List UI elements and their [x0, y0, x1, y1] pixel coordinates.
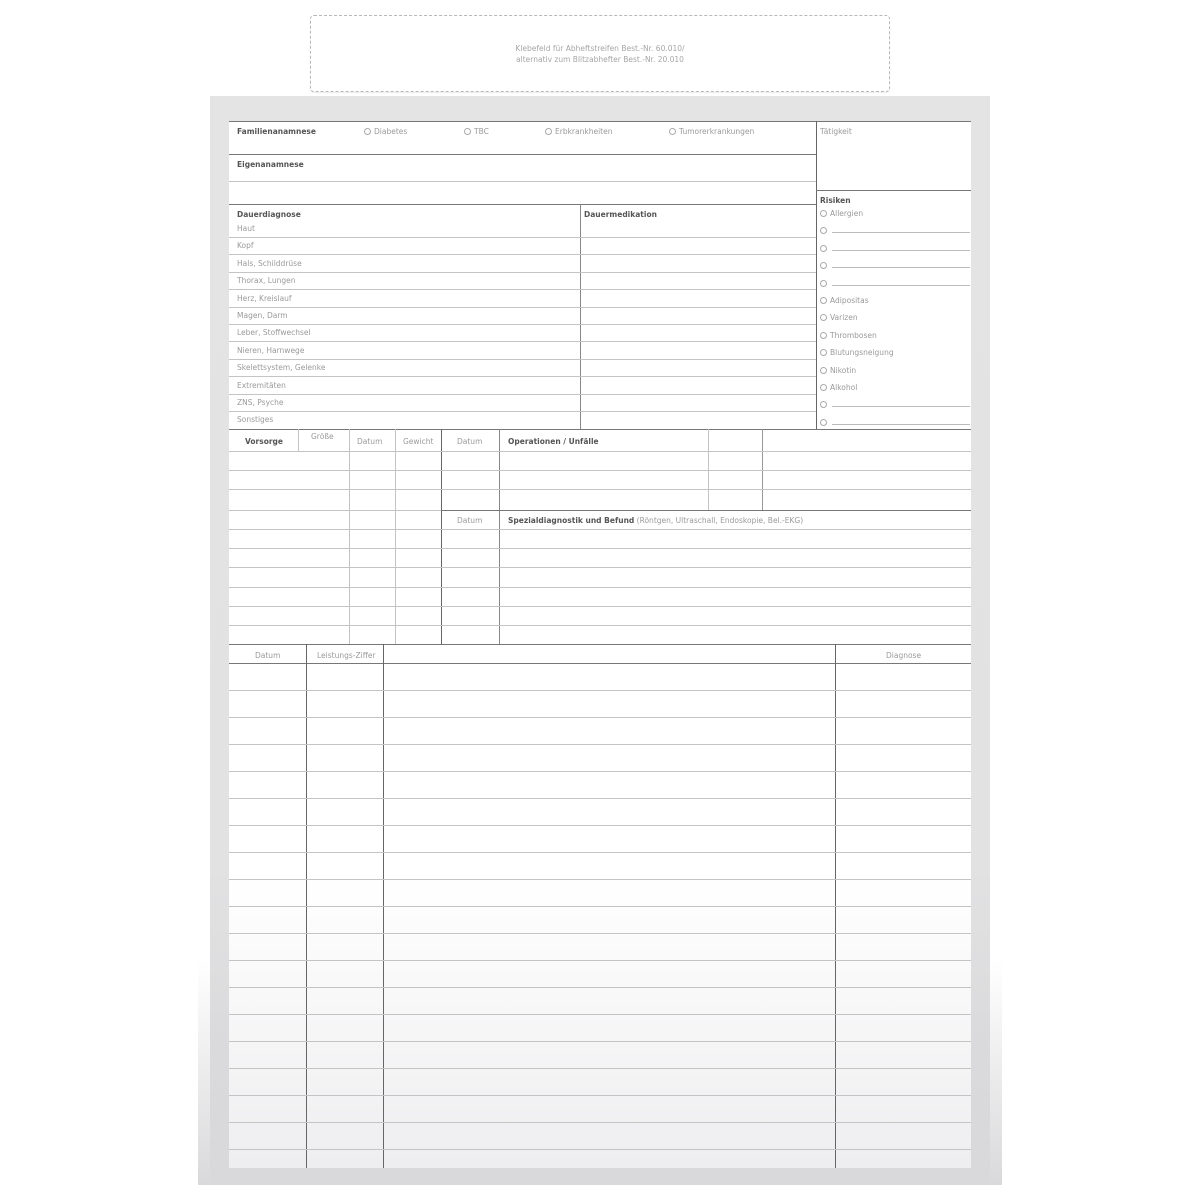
risk-item[interactable]: [820, 244, 970, 253]
vorsorge-header: Vorsorge: [245, 437, 284, 446]
divider: [229, 154, 816, 155]
radio-icon[interactable]: [669, 128, 676, 135]
radio-icon[interactable]: [820, 227, 827, 234]
blank-line[interactable]: [832, 418, 970, 425]
table-row-line[interactable]: [229, 548, 971, 549]
radio-icon[interactable]: [820, 314, 827, 321]
blank-line[interactable]: [832, 261, 970, 268]
radio-icon[interactable]: [820, 367, 827, 374]
diagnose-header: Diagnose: [886, 651, 922, 660]
radio-icon[interactable]: [820, 210, 827, 217]
radio-icon[interactable]: [820, 245, 827, 252]
divider: [395, 429, 396, 644]
table-row-line[interactable]: [229, 744, 971, 745]
blank-line[interactable]: [832, 226, 970, 233]
gewicht-header: Gewicht: [403, 437, 434, 446]
diagnosis-row-label: Sonstiges: [237, 415, 274, 425]
table-row-line[interactable]: [229, 1068, 971, 1069]
taetigkeit-label: Tätigkeit: [820, 127, 852, 136]
diagnosis-row-label: Skelettsystem, Gelenke: [237, 363, 326, 373]
leistungsziffer-header: Leistungs-Ziffer: [317, 651, 376, 660]
risk-item[interactable]: Nikotin: [820, 366, 856, 375]
divider: [816, 121, 817, 429]
radio-icon[interactable]: [820, 262, 827, 269]
table-row-line[interactable]: [229, 606, 971, 607]
blank-line[interactable]: [832, 279, 970, 286]
diagnosis-row-label: Leber, Stoffwechsel: [237, 328, 311, 338]
table-row-line[interactable]: [229, 1149, 971, 1150]
diagnosis-row-label: ZNS, Psyche: [237, 398, 284, 407]
divider: [349, 429, 350, 644]
familienanamnese-label: Familienanamnese: [237, 127, 316, 136]
spezial-datum-header: Datum: [457, 516, 483, 525]
diagnosis-row-line[interactable]: [229, 411, 816, 412]
diagnosis-row-line[interactable]: [229, 237, 816, 238]
divider: [229, 663, 971, 664]
table-row-line[interactable]: [229, 798, 971, 799]
table-row-line[interactable]: [229, 852, 971, 853]
risk-item[interactable]: Varizen: [820, 313, 858, 322]
radio-icon[interactable]: [820, 280, 827, 287]
dauermedikation-label: Dauermedikation: [584, 210, 657, 219]
spezialdiagnostik-title: Spezialdiagnostik und Befund (Röntgen, Ultraschall, Endoskopie, Bel.-EKG): [508, 516, 804, 525]
table-row-line[interactable]: [229, 690, 971, 691]
diagnosis-row-line[interactable]: [229, 254, 816, 255]
diagnosis-row-line[interactable]: [229, 376, 816, 377]
table-row-line[interactable]: [229, 625, 971, 626]
leistungen-datum-header: Datum: [255, 651, 281, 660]
diagnosis-row-label: Extremitäten: [237, 380, 286, 390]
groesse-header: Größe: [311, 432, 334, 441]
eigenanamnese-line[interactable]: [229, 181, 816, 182]
table-row-line[interactable]: [229, 879, 971, 880]
family-option-diabetes[interactable]: Diabetes: [364, 127, 407, 136]
table-row-line[interactable]: [229, 825, 971, 826]
risk-item[interactable]: Allergien: [820, 209, 863, 218]
table-row-line[interactable]: [229, 771, 971, 772]
table-row-line[interactable]: [229, 1122, 971, 1123]
risk-item[interactable]: [820, 279, 970, 288]
table-row-line[interactable]: [229, 933, 971, 934]
diagnosis-row-line[interactable]: [229, 289, 816, 290]
radio-icon[interactable]: [820, 384, 827, 391]
diagnosis-row-line[interactable]: [229, 307, 816, 308]
table-row-line[interactable]: [229, 987, 971, 988]
divider: [499, 429, 500, 644]
diagnosis-row-label: Kopf: [237, 241, 254, 251]
risk-item[interactable]: Adipositas: [820, 296, 869, 305]
operationen-title: Operationen / Unfälle: [508, 437, 599, 446]
risk-item[interactable]: Thrombosen: [820, 331, 877, 340]
diagnosis-row-line[interactable]: [229, 341, 816, 342]
table-row-line[interactable]: [229, 587, 971, 588]
label-strip-line-2: alternativ zum Blitzabhefter Best.-Nr. 20.010: [516, 55, 684, 64]
risk-item[interactable]: Blutungsneigung: [820, 348, 894, 357]
diagnosis-row-label: Magen, Darm: [237, 311, 288, 320]
diagnosis-row-line[interactable]: [229, 324, 816, 325]
radio-icon[interactable]: [464, 128, 471, 135]
table-row-line[interactable]: [229, 1095, 971, 1096]
diagnosis-row-label: Haut: [237, 224, 255, 233]
dauerdiagnose-label: Dauerdiagnose: [237, 210, 301, 219]
radio-icon[interactable]: [545, 128, 552, 135]
table-row-line[interactable]: [229, 529, 971, 530]
radio-icon[interactable]: [820, 349, 827, 356]
diagnosis-row-label: Thorax, Lungen: [237, 276, 296, 286]
divider: [229, 204, 816, 205]
family-option-tumorerkrankungen[interactable]: Tumorerkrankungen: [669, 127, 754, 136]
divider: [229, 121, 971, 122]
divider: [816, 190, 971, 191]
radio-icon[interactable]: [364, 128, 371, 135]
operationen-datum-header: Datum: [457, 437, 483, 446]
radio-icon[interactable]: [820, 332, 827, 339]
table-row-line[interactable]: [229, 1014, 971, 1015]
table-row-line[interactable]: [229, 1041, 971, 1042]
divider: [441, 510, 971, 511]
family-option-erbkrankheiten[interactable]: Erbkrankheiten: [545, 127, 612, 136]
radio-icon[interactable]: [820, 419, 827, 426]
diagnosis-row-line[interactable]: [229, 394, 816, 395]
risk-item[interactable]: [820, 400, 970, 409]
table-row-line[interactable]: [229, 470, 971, 471]
radio-icon[interactable]: [820, 401, 827, 408]
table-row-line[interactable]: [229, 567, 971, 568]
table-row-line[interactable]: [229, 906, 971, 907]
label-strip-line-1: Klebefeld für Abheftstreifen Best.-Nr. 60.010/: [515, 44, 685, 53]
family-option-tbc[interactable]: TBC: [464, 127, 489, 136]
label-strip-text: [311, 43, 889, 65]
blank-line[interactable]: [832, 400, 970, 407]
risk-item[interactable]: [820, 418, 970, 427]
adhesive-label-area: [310, 15, 890, 92]
diagnosis-row-line[interactable]: [229, 272, 816, 273]
divider: [229, 644, 971, 645]
table-row-line[interactable]: [229, 489, 971, 490]
eigenanamnese-label: Eigenanamnese: [237, 160, 304, 169]
divider: [441, 429, 442, 644]
blank-line[interactable]: [832, 244, 970, 251]
divider: [229, 429, 971, 430]
vorsorge-datum-header: Datum: [357, 437, 383, 446]
diagnosis-row-line[interactable]: [229, 359, 816, 360]
divider: [298, 429, 299, 451]
table-row-line[interactable]: [229, 960, 971, 961]
diagnosis-row-label: Nieren, Harnwege: [237, 345, 305, 355]
form-sheet: [229, 121, 971, 1168]
table-row-line[interactable]: [229, 451, 971, 452]
radio-icon[interactable]: [820, 297, 827, 304]
table-row-line[interactable]: [229, 510, 441, 511]
risiken-title: Risiken: [820, 196, 851, 205]
risk-item[interactable]: [820, 226, 970, 235]
diagnosis-row-label: Hals, Schilddrüse: [237, 258, 302, 268]
risk-item[interactable]: [820, 261, 970, 270]
diagnosis-row-label: Herz, Kreislauf: [237, 293, 292, 303]
risk-item[interactable]: Alkohol: [820, 383, 857, 392]
table-row-line[interactable]: [229, 717, 971, 718]
